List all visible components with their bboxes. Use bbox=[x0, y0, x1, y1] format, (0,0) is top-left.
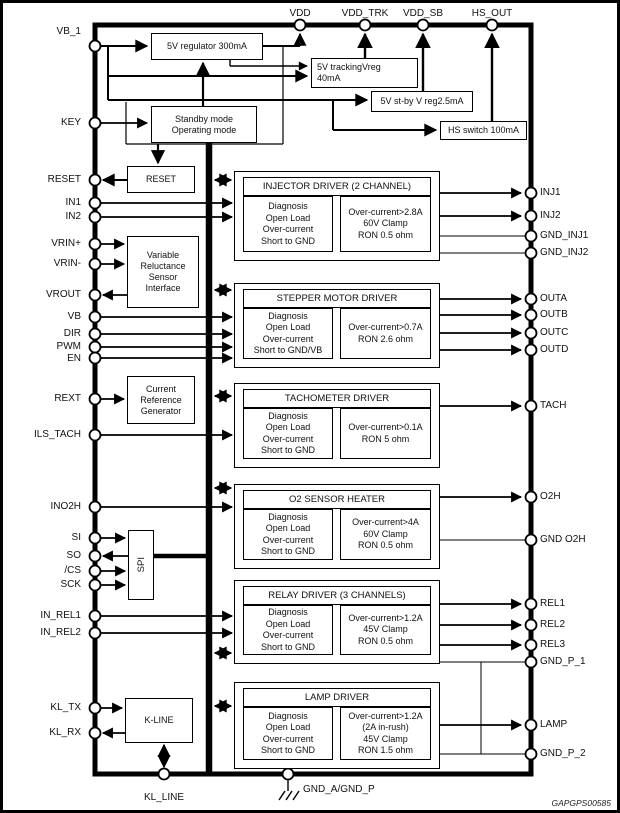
vr-sensor-interface-block bbox=[127, 236, 199, 308]
pin-label-gnd-inj2: GND_INJ2 bbox=[540, 247, 589, 258]
text-line: 45V Clamp bbox=[363, 733, 408, 744]
text-line: Open Load bbox=[265, 422, 311, 432]
text-line: Reference bbox=[140, 394, 182, 405]
pin-label-hs-out: HS_OUT bbox=[471, 8, 513, 19]
o2-heater-diagnosis bbox=[243, 509, 333, 560]
text-line: K-LINE bbox=[144, 715, 174, 725]
o2-heater-specs bbox=[340, 509, 431, 560]
text-line: Over-current>1.2A bbox=[348, 612, 423, 623]
text-line: Over-current>4A bbox=[352, 517, 419, 528]
pin-label-kl-rx: KL_RX bbox=[49, 727, 81, 738]
pin-label-in1: IN1 bbox=[65, 197, 81, 208]
pin-label-in2: IN2 bbox=[65, 211, 81, 222]
ground-symbol bbox=[279, 779, 299, 800]
lamp-driver-diagnosis bbox=[243, 707, 333, 760]
text-line: 40mA bbox=[317, 73, 341, 83]
pin-label-ino2h: INO2H bbox=[50, 501, 81, 512]
pin-label-rel1: REL1 bbox=[540, 598, 566, 609]
text-line: Diagnosis bbox=[268, 201, 308, 211]
pin-label-sck: SCK bbox=[60, 579, 81, 590]
text-line: Over-current bbox=[262, 630, 314, 640]
tachometer-driver-block bbox=[234, 383, 440, 468]
stepper-driver-title: STEPPER MOTOR DRIVER bbox=[243, 289, 431, 308]
text-line: Sensor bbox=[148, 272, 178, 282]
relay-driver-title: RELAY DRIVER (3 CHANNELS) bbox=[243, 586, 431, 605]
text-line: Over-current>0.7A bbox=[348, 322, 423, 332]
text-line: RON 0.5 ohm bbox=[357, 540, 414, 551]
text-line: RESET bbox=[145, 174, 176, 184]
pin-label-vrout: VROUT bbox=[46, 289, 81, 300]
net-injector-outputs bbox=[440, 193, 525, 253]
pin-label-rel3: REL3 bbox=[540, 639, 566, 650]
text-line: Diagnosis bbox=[268, 710, 308, 721]
pin-label-inj2: INJ2 bbox=[540, 210, 561, 221]
o2-heater-title: O2 SENSOR HEATER bbox=[243, 490, 431, 509]
pin-label-rel2: REL2 bbox=[540, 619, 566, 630]
text-line: RON 2.6 ohm bbox=[357, 333, 414, 344]
text-line: SPI bbox=[135, 557, 147, 573]
pin-label-outa: OUTA bbox=[540, 293, 568, 304]
pin-label-cs: /CS bbox=[64, 565, 81, 576]
net-relay-outputs bbox=[440, 604, 525, 754]
text-line: Short to GND bbox=[260, 445, 316, 455]
stepper-driver-block bbox=[234, 283, 440, 368]
text-line: 5V trackingVreg bbox=[317, 62, 381, 72]
text-line: HS switch 100mA bbox=[447, 125, 520, 135]
pin-label-gnd-p2: GND_P_2 bbox=[540, 748, 586, 759]
net-spi-pins bbox=[100, 538, 128, 585]
text-line: Diagnosis bbox=[268, 410, 308, 421]
pin-label-outd: OUTD bbox=[540, 344, 569, 355]
pin-label-key: KEY bbox=[60, 117, 81, 128]
pin-label-vb: VB bbox=[67, 311, 81, 322]
pin-label-o2h: O2H bbox=[540, 491, 561, 502]
text-line: Generator bbox=[140, 405, 182, 416]
text-line: Current bbox=[145, 383, 176, 394]
relay-driver-diagnosis bbox=[243, 605, 333, 655]
relay-driver-specs bbox=[340, 605, 431, 655]
text-line: Diagnosis bbox=[268, 511, 308, 522]
pin-label-inj1: INJ1 bbox=[540, 187, 561, 198]
reset-block bbox=[127, 166, 195, 193]
text-line: (2A in-rush) bbox=[362, 722, 409, 732]
net-stepper-outputs bbox=[440, 299, 521, 350]
text-line: RON 0.5 ohm bbox=[357, 635, 414, 646]
standby-vreg-block bbox=[371, 91, 473, 112]
lamp-driver-specs bbox=[340, 707, 431, 760]
pin-label-ils-tach: ILS_TACH bbox=[33, 429, 81, 440]
text-line: RON 5 ohm bbox=[361, 433, 410, 444]
pin-label-gnd-p1: GND_P_1 bbox=[540, 656, 586, 667]
tachometer-driver-title: TACHOMETER DRIVER bbox=[243, 389, 431, 408]
text-line: Open Load bbox=[265, 722, 311, 732]
text-line: 5V regulator 300mA bbox=[166, 41, 248, 51]
figure-id: GAPGPS00585 bbox=[551, 798, 611, 808]
text-line: Interface bbox=[145, 283, 181, 293]
pin-label-so: SO bbox=[66, 550, 81, 561]
text-line: Over-current bbox=[262, 733, 314, 744]
text-line: Over-current bbox=[262, 224, 314, 234]
net-vrsi bbox=[100, 244, 127, 295]
text-line: 60V Clamp bbox=[363, 218, 408, 229]
text-line: Over-current bbox=[262, 433, 314, 444]
text-line: Open Load bbox=[265, 212, 311, 223]
injector-driver-diagnosis bbox=[243, 196, 333, 252]
mode-block bbox=[151, 106, 257, 143]
pin-label-rext: REXT bbox=[54, 393, 81, 404]
o2-heater-block bbox=[234, 484, 440, 569]
pin-label-in-rel2: IN_REL2 bbox=[40, 627, 81, 638]
pin-label-reset: RESET bbox=[47, 174, 81, 185]
pin-label-kl-line: KL_LINE bbox=[143, 792, 185, 803]
spi-block bbox=[128, 530, 154, 600]
tracking-vreg-block bbox=[311, 58, 418, 88]
text-line: Over-current>0.1A bbox=[348, 422, 423, 432]
text-line: Open Load bbox=[265, 618, 311, 629]
text-line: 5V st-by V reg2.5mA bbox=[380, 96, 464, 106]
pin-label-vrin-m: VRIN- bbox=[53, 258, 81, 269]
text-line: Over-current bbox=[262, 534, 314, 545]
pin-label-outc: OUTC bbox=[540, 327, 569, 338]
regulator-5v-block bbox=[151, 33, 263, 60]
text-line: Open Load bbox=[265, 322, 311, 332]
pin-label-pwm: PWM bbox=[56, 341, 81, 352]
text-line: Standby mode bbox=[174, 113, 234, 124]
text-line: Short to GND/VB bbox=[253, 345, 323, 355]
pin-label-lamp: LAMP bbox=[540, 719, 568, 730]
stepper-driver-specs bbox=[340, 308, 431, 359]
text-line: RON 1.5 ohm bbox=[357, 745, 414, 755]
text-line: Over-current>2.8A bbox=[348, 206, 423, 217]
pin-label-si: SI bbox=[71, 532, 81, 543]
text-line: RON 0.5 ohm bbox=[357, 229, 414, 240]
tachometer-driver-specs bbox=[340, 408, 431, 459]
net-o2h-outputs bbox=[440, 497, 525, 540]
pin-label-gnd-inj1: GND_INJ1 bbox=[540, 230, 589, 241]
text-line: Diagnosis bbox=[268, 607, 308, 617]
stepper-driver-diagnosis bbox=[243, 308, 333, 359]
relay-driver-block bbox=[234, 580, 440, 664]
lamp-driver-title: LAMP DRIVER bbox=[243, 688, 431, 707]
pin-label-tach: TACH bbox=[540, 400, 567, 411]
text-line: 45V Clamp bbox=[363, 624, 408, 635]
pin-label-vrin-p: VRIN+ bbox=[51, 238, 81, 249]
pin-label-vdd-trk: VDD_TRK bbox=[341, 8, 389, 19]
pin-label-vb1: VB_1 bbox=[56, 26, 81, 37]
pin-label-gnd-o2h: GND O2H bbox=[540, 534, 586, 545]
text-line: Short to GND bbox=[260, 641, 316, 652]
text-line: Diagnosis bbox=[268, 310, 308, 321]
pin-label-outb: OUTB bbox=[540, 309, 568, 320]
text-line: Over-current bbox=[262, 333, 314, 344]
pin-label-en: EN bbox=[67, 353, 81, 364]
pin-label-kl-tx: KL_TX bbox=[50, 702, 81, 713]
text-line: Open Load bbox=[265, 523, 311, 533]
text-line: Short to GND bbox=[260, 745, 316, 755]
pin-label-vdd-sb: VDD_SB bbox=[402, 8, 443, 19]
text-line: Reluctance bbox=[140, 261, 186, 271]
text-line: 60V Clamp bbox=[363, 528, 408, 539]
text-line: Operating mode bbox=[171, 124, 237, 135]
pin-label-gnd-a-gnd-p: GND_A/GND_P bbox=[303, 784, 375, 795]
text-line: Variable bbox=[146, 250, 180, 260]
current-reference-block bbox=[127, 376, 195, 424]
net-lamp-outputs bbox=[440, 725, 525, 754]
injector-driver-block bbox=[234, 171, 440, 261]
pin-label-dir: DIR bbox=[63, 328, 81, 339]
tachometer-driver-diagnosis bbox=[243, 408, 333, 459]
text-line: Short to GND bbox=[260, 235, 316, 246]
lamp-driver-block bbox=[234, 682, 440, 769]
net-bus-links bbox=[215, 180, 231, 706]
text-line: Short to GND bbox=[260, 546, 316, 556]
injector-driver-specs bbox=[340, 196, 431, 252]
hs-switch-block bbox=[440, 121, 527, 140]
injector-driver-title: INJECTOR DRIVER (2 CHANNEL) bbox=[243, 177, 431, 196]
pin-label-in-rel1: IN_REL1 bbox=[40, 610, 81, 621]
pin-label-vdd: VDD bbox=[289, 8, 311, 19]
text-line: Over-current>1.2A bbox=[348, 710, 423, 721]
kline-block bbox=[125, 698, 193, 743]
